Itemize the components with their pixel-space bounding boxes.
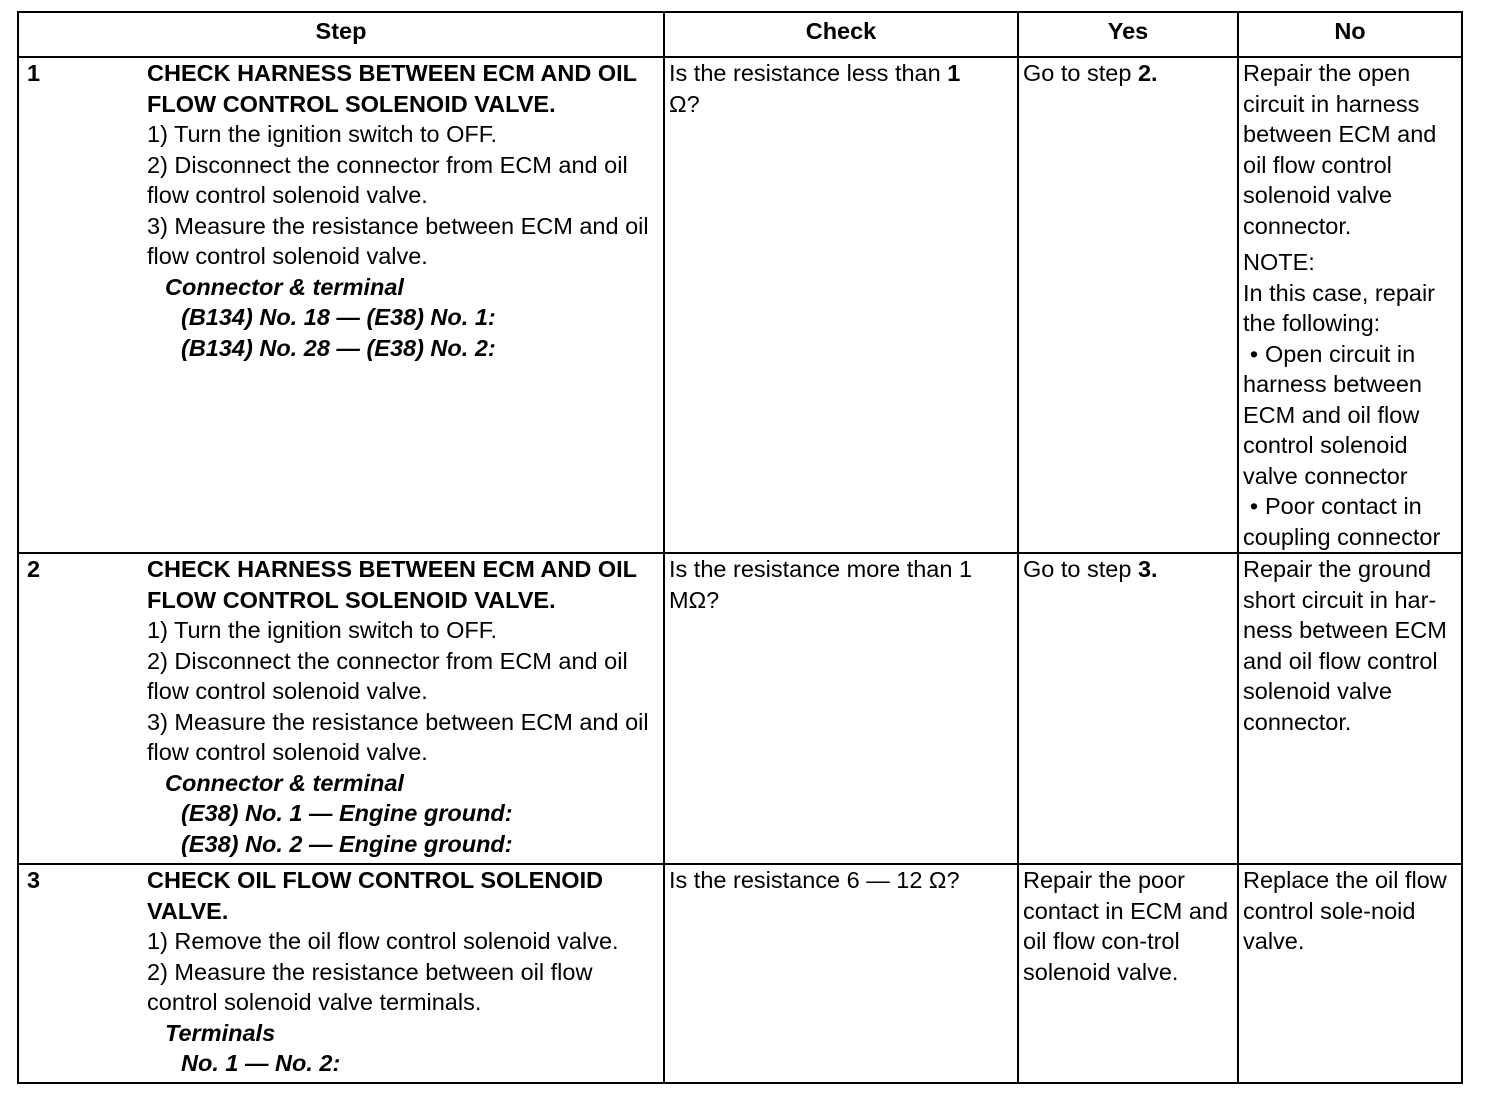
table-row [18, 864, 1462, 1083]
yes-text: Go to step [1023, 556, 1138, 582]
check-text: Is the resistance less than [669, 60, 948, 86]
header-yes: Yes [1018, 12, 1238, 57]
terminal-spec: No. 1 — No. 2: [181, 1050, 341, 1076]
step-title-cont: FLOW CONTROL SOLENOID VALVE. [147, 90, 556, 117]
header-step: Step [18, 12, 664, 57]
check-cell [664, 864, 1018, 1083]
table-header-row [18, 12, 1462, 57]
step-instruction: 3) Measure the resistance between ECM and oil flow control solenoid valve. [147, 212, 649, 269]
check-cell [664, 57, 1018, 553]
step-instruction: 2) Disconnect the connector from ECM and oil flow control solenoid valve. [147, 647, 628, 704]
no-cell [1238, 57, 1462, 553]
step-instruction: 1) Remove the oil flow control solenoid valve. [147, 928, 619, 954]
step-cell [18, 57, 664, 553]
header-no: No [1238, 12, 1462, 57]
note-block [1243, 247, 1457, 552]
table-row [18, 57, 1462, 553]
step-title: CHECK HARNESS BETWEEN ECM AND OIL [147, 60, 638, 86]
step-instruction: 2) Disconnect the connector from ECM and oil flow control solenoid valve. [147, 151, 628, 208]
yes-cell [1018, 864, 1238, 1083]
terminal-spec: (E38) No. 2 — Engine ground: [181, 830, 513, 857]
step-number: 1 [27, 60, 41, 86]
step-number: 2 [27, 556, 41, 582]
bullet-icon: • [1249, 493, 1259, 519]
step-cell [18, 864, 664, 1083]
no-cell [1238, 553, 1462, 864]
no-cell [1238, 864, 1462, 1083]
terminal-spec: (B134) No. 28 — (E38) No. 2: [181, 334, 496, 361]
no-text: Repair the open circuit in harness between ECM and oil flow control solenoid valve connector. [1243, 60, 1437, 239]
no-text: Repair the ground short circuit in har-ness between ECM and oil flow control solenoid valve connector. [1243, 556, 1447, 735]
step-instruction: 1) Turn the ignition switch to OFF. [147, 121, 498, 147]
yes-step-ref: 2. [1137, 60, 1158, 86]
yes-text: Repair the poor contact in ECM and oil flow con-trol solenoid valve. [1023, 867, 1229, 985]
yes-cell [1018, 553, 1238, 864]
step-title: CHECK HARNESS BETWEEN ECM AND OIL [147, 556, 638, 582]
yes-cell [1018, 57, 1238, 553]
check-text: Is the resistance 6 — 12 Ω? [669, 867, 960, 893]
check-value: 1 [947, 60, 961, 86]
check-unit: MΩ? [669, 586, 720, 613]
step-number: 3 [27, 867, 41, 893]
terminal-spec: (B134) No. 18 — (E38) No. 1: [181, 304, 496, 330]
check-unit: Ω? [669, 90, 700, 117]
note-bullet: • Open circuit in harness between ECM and oil flow control solenoid valve connector [1243, 340, 1422, 489]
note-text: In this case, repair the following: [1243, 279, 1436, 336]
bullet-icon: • [1249, 340, 1259, 367]
step-instruction: 2) Measure the resistance between oil flow control solenoid valve terminals. [147, 958, 593, 1015]
step-title-cont: FLOW CONTROL SOLENOID VALVE. [147, 586, 556, 613]
step-title: CHECK OIL FLOW CONTROL SOLENOID [147, 867, 604, 893]
step-title-cont: VALVE. [147, 897, 229, 924]
table-row [18, 553, 1462, 864]
check-text: Is the resistance more than 1 [669, 556, 973, 582]
yes-text: Go to step [1023, 60, 1138, 86]
check-cell [664, 553, 1018, 864]
yes-step-ref: 3. [1137, 556, 1158, 582]
step-cell [18, 553, 664, 864]
header-check: Check [664, 12, 1018, 57]
no-text: Replace the oil flow control sole-noid valve. [1243, 867, 1447, 954]
step-instruction: 3) Measure the resistance between ECM and oil flow control solenoid valve. [147, 708, 649, 765]
note-bullet: • Poor contact in coupling connector [1243, 493, 1441, 550]
step-instruction: 1) Turn the ignition switch to OFF. [147, 617, 498, 643]
terminal-spec: (E38) No. 1 — Engine ground: [181, 800, 513, 826]
terminals-label: Terminals [165, 1019, 276, 1046]
note-label: NOTE: [1243, 249, 1315, 275]
diagnostic-table [17, 11, 1463, 1084]
connector-label: Connector & terminal [165, 769, 404, 796]
connector-label: Connector & terminal [165, 273, 404, 300]
